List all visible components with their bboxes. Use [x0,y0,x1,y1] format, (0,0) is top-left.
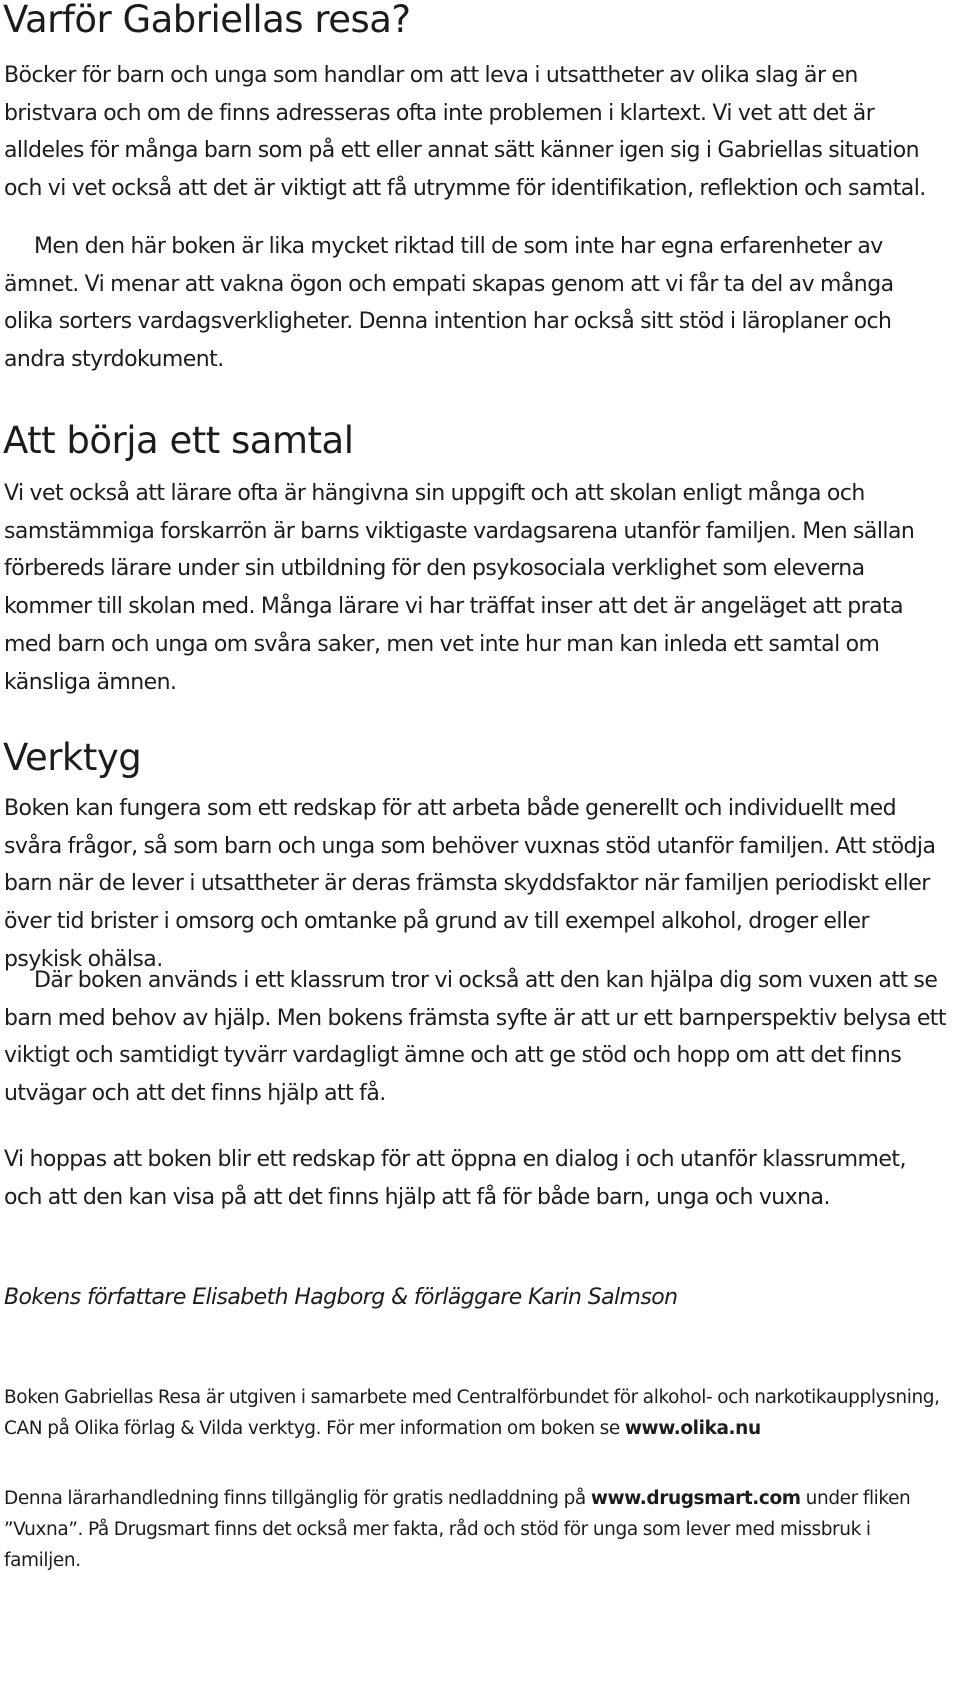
olika-link[interactable]: www.olika.nu [624,1418,761,1439]
heading-att-borja-ett-samtal: Att börja ett samtal [3,419,354,462]
paragraph-tool: Boken kan fungera som ett redskap för att arbeta både generellt och individuellt med svåra frågor, så som barn och unga som behöver vuxnas stöd utanför familjen. Att stödja barn när de lever i utsattheter är deras främsta skyddsfaktor när familjen periodiskt eller över tid brister i omsorg och omtanke på grund av till exempel alkohol, droger eller psykisk ohälsa. [4,796,936,972]
paragraph-teachers: Vi vet också att lärare ofta är hängivna sin uppgift och att skolan enligt många och samstämmiga forskarrön är barns viktigaste vardagsarena utanför familjen. Men sällan förbereds lärare under sin utbildning för den psykosociala verklighet som eleverna kommer till skolan med. Många lärare vi har träffat inser att det är angeläget att prata med barn och unga om svåra saker, men vet inte hur man kan inleda ett samtal om känsliga ämnen. [4,481,915,695]
paragraph-audience: Men den här boken är lika mycket riktad till de som inte har egna erfarenheter av ämnet. Vi menar att vakna ögon och empati skapas genom att vi får ta del av många olika sorters vardagsverkligheter. Denna intention har också sitt stöd i läroplaner och andra styrdokument. [4,234,894,373]
footer-publisher-text: Boken Gabriellas Resa är utgiven i samarbete med Centralförbundet för alkohol- och narkotikaupplysning, CAN på Olika förlag & Vilda verktyg. För mer information om boken se [4,1387,940,1439]
paragraph-classroom: Där boken används i ett klassrum tror vi också att den kan hjälpa dig som vuxen att se barn med behov av hjälp. Men bokens främsta syfte är att ur ett barnperspektiv belysa ett viktigt och samtidigt tyvärr vardagligt ämne och att ge stöd och hopp om att det finns utvägar och att det finns hjälp att få. [4,968,946,1107]
paragraph-intro: Böcker för barn och unga som handlar om att leva i utsattheter av olika slag är en bristvara och om de finns adresseras ofta inte problemen i klartext. Vi vet att det är alldeles för många barn som på ett eller annat sätt känner igen sig i Gabriellas situation och vi vet också att det är viktigt att få utrymme för identifikation, reflektion och samtal. [4,63,926,202]
heading-why-gabriellas-resa: Varför Gabriellas resa? [3,0,411,41]
footer-publisher-note [4,1382,948,1444]
heading-verktyg: Verktyg [3,736,142,779]
paragraph-hope: Vi hoppas att boken blir ett redskap för att öppna en dialog i och utanför klassrummet, och att den kan visa på att det finns hjälp att få för både barn, unga och vuxna. [4,1147,906,1210]
authors-signature: Bokens författare Elisabeth Hagborg & förläggare Karin Salmson [4,1285,678,1310]
drugsmart-link[interactable]: www.drugsmart.com [590,1488,801,1509]
footer-download-note [4,1483,948,1576]
footer-download-text-end: under fliken ”Vuxna”. På Drugsmart finns det också mer fakta, råd och stöd för unga som lever med missbruk i familjen. [4,1488,911,1571]
footer-download-text: Denna lärarhandledning finns tillgänglig för gratis nedladdning på [4,1488,586,1509]
